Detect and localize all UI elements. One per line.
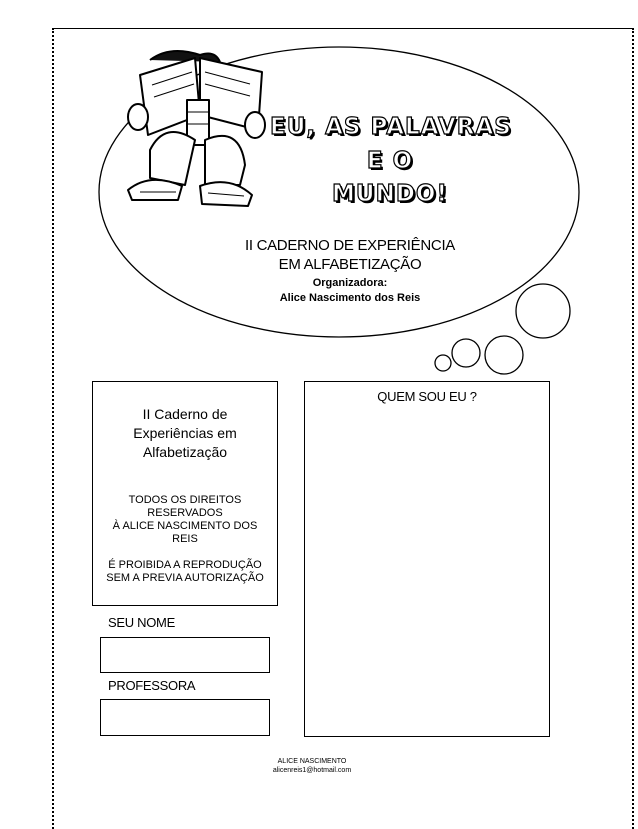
footer-author: ALICE NASCIMENTO [277, 758, 347, 765]
caderno-title-line-2: EM ALFABETIZAÇÃO [278, 256, 422, 273]
organizer-name: Alice Nascimento dos Reis [279, 292, 421, 304]
rights-line-3: À ALICE NASCIMENTO DOS [112, 520, 258, 532]
quem-sou-eu-box[interactable] [304, 381, 550, 737]
rights-box-title-line-1: II Caderno de [142, 406, 228, 422]
thought-bubble-circle-small [452, 339, 480, 367]
rights-box-title-line-2: Experiências em [133, 425, 237, 441]
rights-box-title-line-3: Alfabetização [142, 444, 228, 460]
name-label: SEU NOME [108, 615, 175, 630]
rights-line-4: REIS [172, 533, 198, 545]
name-field[interactable] [100, 637, 270, 673]
quem-sou-eu-title: QUEM SOU EU ? [377, 389, 477, 404]
rights-box [92, 381, 278, 606]
organizer-label: Organizadora: [312, 277, 388, 289]
thought-bubble-circle-tiny [435, 355, 451, 371]
rights-line-1: TODOS OS DIREITOS [128, 494, 242, 506]
footer-email: alicenreis1@hotmail.com [272, 767, 352, 774]
prohibition-line-2: SEM A PREVIA AUTORIZAÇÃO [106, 572, 264, 584]
rights-line-2: RESERVADOS [147, 507, 223, 519]
teacher-label: PROFESSORA [108, 678, 196, 693]
cover-title-line-2: E O [366, 148, 414, 174]
thought-bubble-circle-large [516, 284, 570, 338]
hand-left [128, 104, 148, 130]
hand-right [245, 112, 265, 138]
teacher-field[interactable] [100, 699, 270, 736]
caderno-title-line-1: II CADERNO DE EXPERIÊNCIA [244, 237, 456, 254]
thought-bubble-circle-medium [485, 336, 523, 374]
cover-title-line-3: MUNDO! [332, 181, 448, 207]
cover-title-line-1: EU, AS PALAVRAS [270, 114, 512, 140]
prohibition-line-1: É PROIBIDA A REPRODUÇÃO [108, 559, 262, 571]
